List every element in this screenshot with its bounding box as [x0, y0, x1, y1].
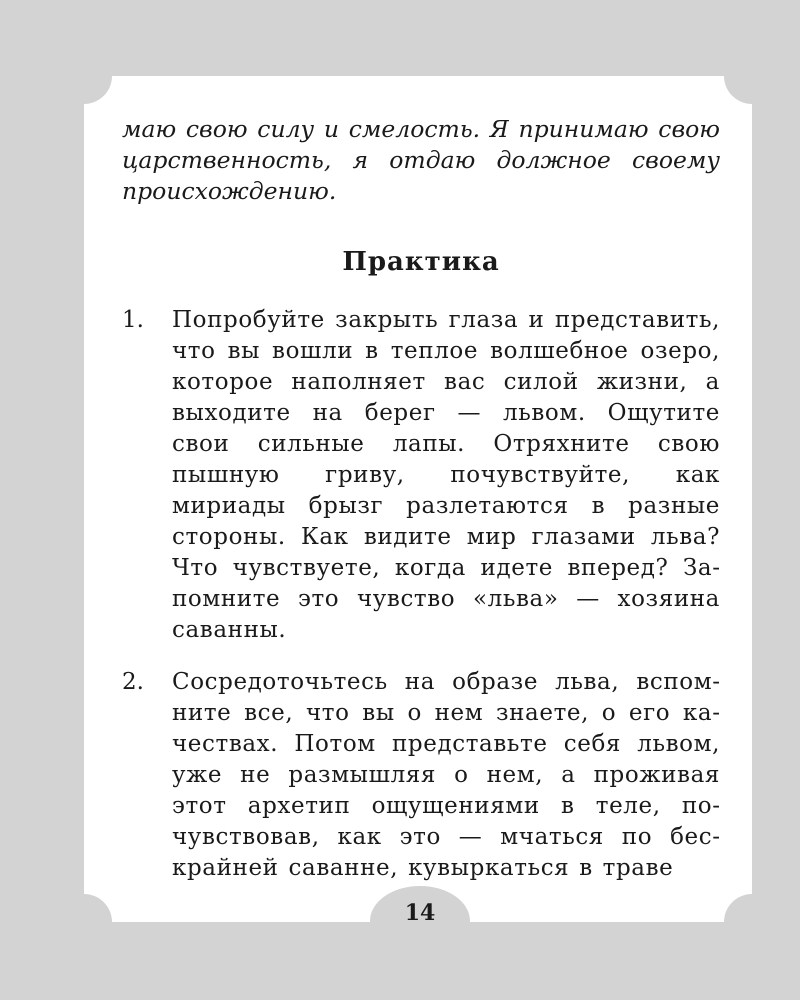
- corner-notch: [724, 48, 780, 104]
- corner-notch: [56, 894, 112, 950]
- item-text: Сосредоточьтесь на образе льва, вспомните все, что вы о нем знаете, о его качествах. Потом представьте себя львом, уже не размышляя о нем, а проживая этот архетип ощущениями в теле, почувствовав, как это — мчаться по бескрайней саванне, кувыркаться в траве: [172, 669, 720, 881]
- section-heading: Практика: [342, 247, 500, 277]
- page-number: 14: [404, 900, 436, 926]
- corner-notch: [724, 894, 780, 950]
- corner-notch: [56, 48, 112, 104]
- item-number: 2.: [122, 669, 144, 695]
- item-number: 1.: [122, 307, 144, 333]
- page-number-tab: [370, 886, 470, 956]
- page-content: [122, 114, 720, 884]
- practice-item: [122, 305, 720, 646]
- practice-list: [122, 305, 720, 884]
- intro-paragraph: маю свою силу и смелость. Я принимаю свою царственность, я отдаю должное своему происхождению.: [122, 115, 720, 205]
- book-page: [84, 76, 752, 926]
- item-text: Попробуйте закрыть глаза и представить, что вы вошли в теплое волшебное озеро, которое наполняет вас силой жизни, а выходите на берег — львом. Ощутите свои сильные лапы. Отряхните свою пышную гриву, почувствуйте, как мириады брызг разлетаются в разные стороны. Как видите мир глазами льва? Что чувствуете, когда идете вперед? Запомните это чувство «льва» — хозяина саванны.: [172, 307, 720, 643]
- practice-item: [122, 667, 720, 884]
